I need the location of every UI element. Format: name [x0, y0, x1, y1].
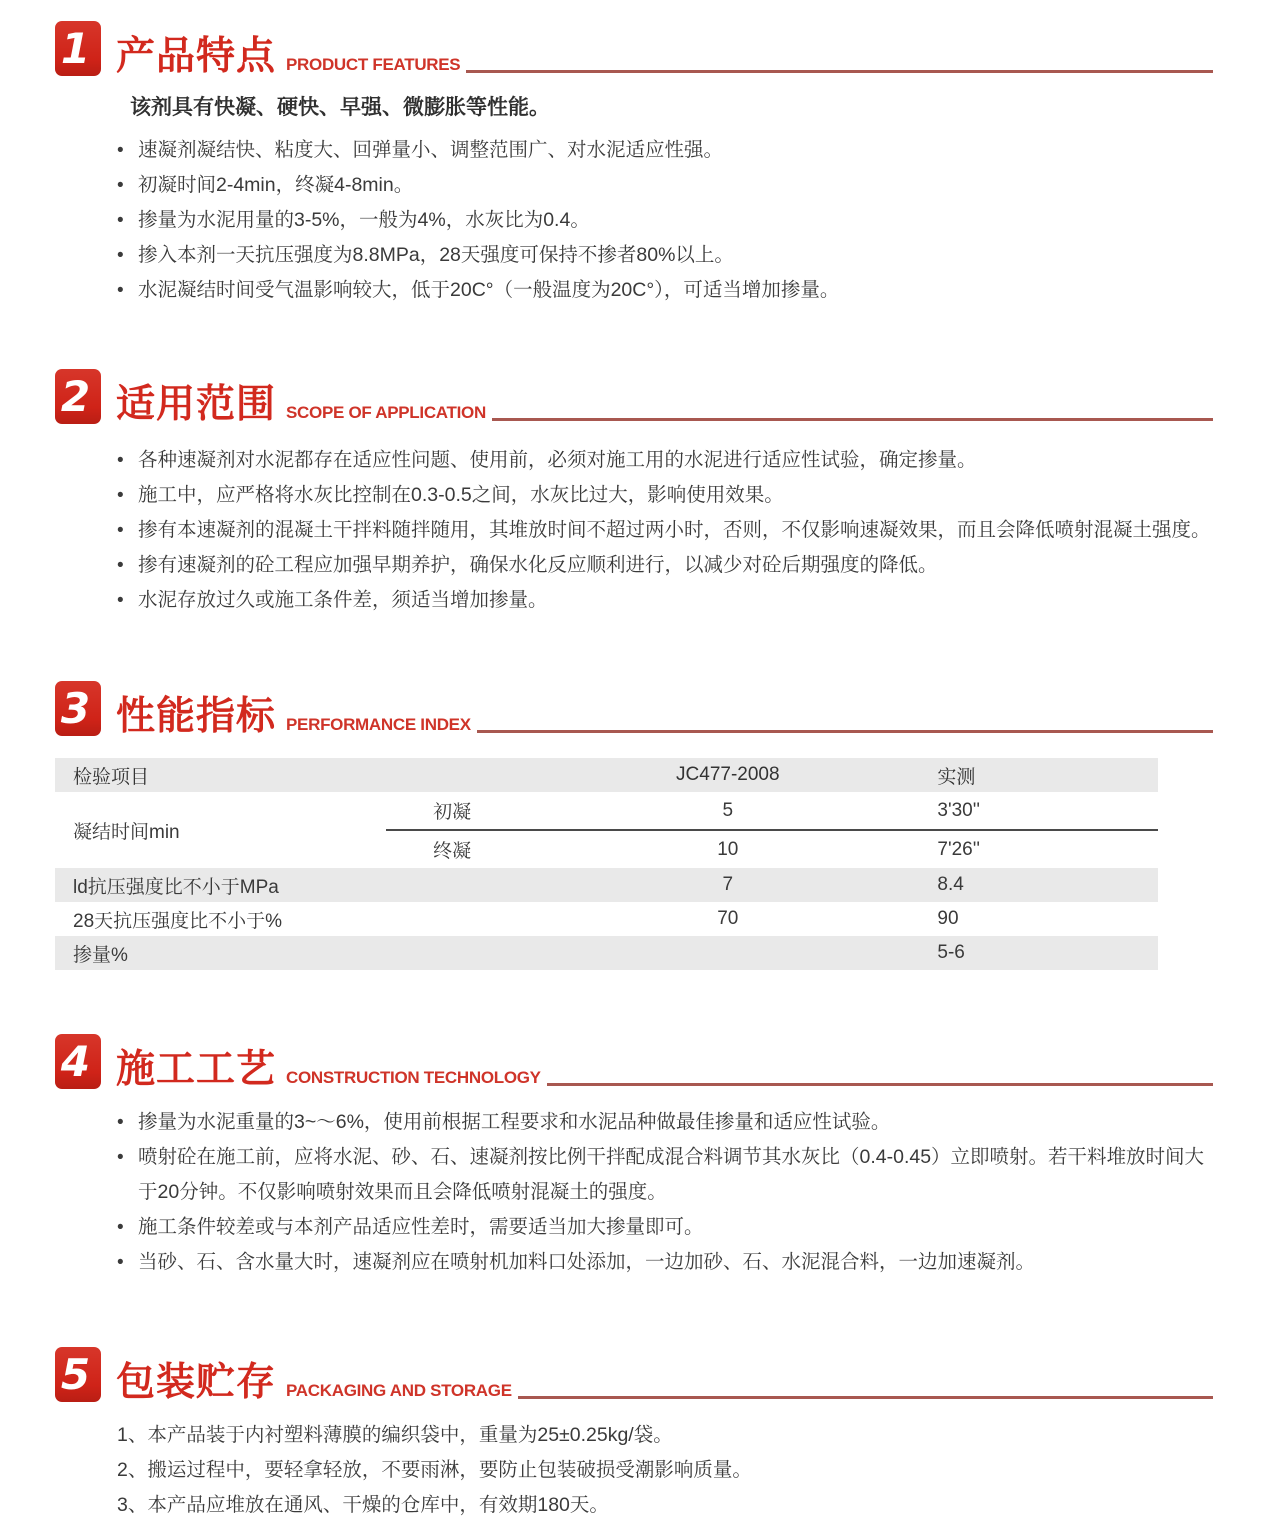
- section-3-subtitle: PERFORMANCE INDEX: [286, 715, 471, 734]
- sub-label: 终凝: [433, 841, 472, 862]
- section-5-subtitle: PACKAGING AND STORAGE: [286, 1381, 512, 1400]
- bullet-item: • 掺入本剂一天抗压强度为8.8MPa，28天强度可保持不掺者80%以上。: [115, 238, 1213, 273]
- section-5-title: 包装贮存: [116, 1361, 277, 1404]
- bullet-item: • 喷射砼在施工前，应将水泥、砂、石、速凝剂按比例干拌配成混合料调节其水灰比（0.4-0.45）立即喷射。若干料堆放时间大于20分钟。不仅影响喷射效果而且会降低喷射混凝土的强度。: [115, 1140, 1213, 1210]
- setting-time-label: 凝结时间min: [73, 821, 180, 843]
- section-2-subtitle: SCOPE OF APPLICATION: [286, 403, 486, 422]
- table-header-row: [55, 758, 1158, 792]
- standard-value: 7: [722, 874, 734, 895]
- performance-index-table: [55, 758, 1158, 970]
- section-2-underline: [492, 418, 1213, 421]
- table-row: [55, 902, 1158, 936]
- measured-value: 3'30'': [937, 792, 1158, 830]
- bullet-item: • 速凝剂凝结快、粘度大、回弹量小、调整范围广、对水泥适应性强。: [115, 133, 1213, 168]
- section-number: 3: [60, 683, 91, 733]
- bullet-item: • 掺量为水泥用量的3-5%，一般为4%，水灰比为0.4。: [115, 203, 1213, 238]
- bullet-item: • 初凝时间2-4min，终凝4-8min。: [115, 168, 1213, 203]
- bullet-item: • 掺有本速凝剂的混凝土干拌料随拌随用，其堆放时间不超过两小时，否则，不仅影响速凝效果，而且会降低喷射混凝土强度。: [115, 513, 1213, 548]
- col-header-item: 检验项目: [73, 766, 150, 788]
- section-3-title: 性能指标: [116, 695, 277, 738]
- section-3-number-badge: [55, 681, 101, 736]
- section-1-intro: 该剂具有快凝、硬快、早强、微膨胀等性能。: [130, 96, 550, 119]
- section-4-number-badge: [55, 1034, 101, 1089]
- section-2-title: 适用范围: [116, 383, 277, 426]
- standard-value: 70: [717, 908, 739, 929]
- bullet-item: • 施工条件较差或与本剂产品适应性差时，需要适当加大掺量即可。: [115, 1210, 1213, 1245]
- table-row: [55, 792, 1158, 830]
- section-1-subtitle: PRODUCT FEATURES: [286, 55, 461, 74]
- section-number: 2: [60, 371, 91, 421]
- row-label: 掺量%: [73, 944, 128, 966]
- standard-value: 10: [717, 838, 739, 860]
- row-label: 28天抗压强度比不小于%: [73, 910, 283, 932]
- section-4-underline: [547, 1083, 1213, 1086]
- measured-value: 7'26'': [937, 838, 980, 860]
- bullet-item: • 掺量为水泥重量的3~～6%，使用前根据工程要求和水泥品种做最佳掺量和适应性试验。: [115, 1105, 1213, 1140]
- section-1-header: [55, 20, 1213, 76]
- section-4-title: 施工工艺: [116, 1048, 277, 1091]
- table-row: [55, 868, 1158, 902]
- measured-value: 8.4: [937, 874, 964, 895]
- bullet-item: • 当砂、石、含水量大时，速凝剂应在喷射机加料口处添加，一边加砂、石、水泥混合料，一边加速凝剂。: [115, 1245, 1213, 1280]
- standard-value: 5: [518, 792, 937, 830]
- bullet-item: • 水泥存放过久或施工条件差，须适当增加掺量。: [115, 583, 1213, 618]
- table-row: [55, 936, 1158, 970]
- section-5-header: [55, 1346, 1213, 1402]
- numbered-item: 1、本产品装于内衬塑料薄膜的编织袋中，重量为25±0.25kg/袋。: [117, 1424, 673, 1446]
- section-number: 1: [60, 23, 91, 73]
- standard-value: [518, 936, 937, 970]
- section-2-number-badge: [55, 369, 101, 424]
- section-4-subtitle: CONSTRUCTION TECHNOLOGY: [286, 1068, 541, 1087]
- numbered-item: 2、搬运过程中，要轻拿轻放，不要雨淋，要防止包装破损受潮影响质量。: [117, 1459, 752, 1481]
- section-2-header: [55, 368, 1213, 424]
- bullet-item: • 水泥凝结时间受气温影响较大，低于20C°（一般温度为20C°），可适当增加掺量。: [115, 273, 1213, 308]
- section-number: 4: [60, 1036, 91, 1086]
- section-3-header: [55, 680, 1213, 736]
- bullet-item: • 各种速凝剂对水泥都存在适应性问题、使用前，必须对施工用的水泥进行适应性试验，确定掺量。: [115, 443, 1213, 478]
- section-5-number-badge: [55, 1347, 101, 1402]
- measured-value: 90: [937, 908, 959, 929]
- col-header-measured: 实测: [937, 766, 976, 788]
- section-4-bullet-list: [115, 1105, 1213, 1280]
- section-1-underline: [466, 70, 1213, 73]
- measured-value: 5-6: [937, 942, 965, 963]
- section-5-underline: [518, 1396, 1213, 1399]
- numbered-item: 3、本产品应堆放在通风、干燥的仓库中，有效期180天。: [117, 1494, 609, 1516]
- sub-label: 初凝: [386, 792, 518, 830]
- row-label: ld抗压强度比不小于MPa: [73, 876, 279, 898]
- bullet-item: • 施工中，应严格将水灰比控制在0.3-0.5之间，水灰比过大，影响使用效果。: [115, 478, 1213, 513]
- section-1-title: 产品特点: [116, 35, 277, 78]
- section-5-numbered-list: [117, 1418, 1213, 1523]
- section-number: 5: [60, 1349, 91, 1399]
- col-header-standard: JC477-2008: [676, 764, 780, 785]
- section-3-underline: [477, 730, 1213, 733]
- bullet-item: • 掺有速凝剂的砼工程应加强早期养护，确保水化反应顺利进行，以减少对砼后期强度的降低。: [115, 548, 1213, 583]
- section-1-number-badge: [55, 21, 101, 76]
- section-4-header: [55, 1033, 1213, 1089]
- section-2-bullet-list: [115, 443, 1213, 618]
- section-1-bullet-list: [115, 133, 1213, 308]
